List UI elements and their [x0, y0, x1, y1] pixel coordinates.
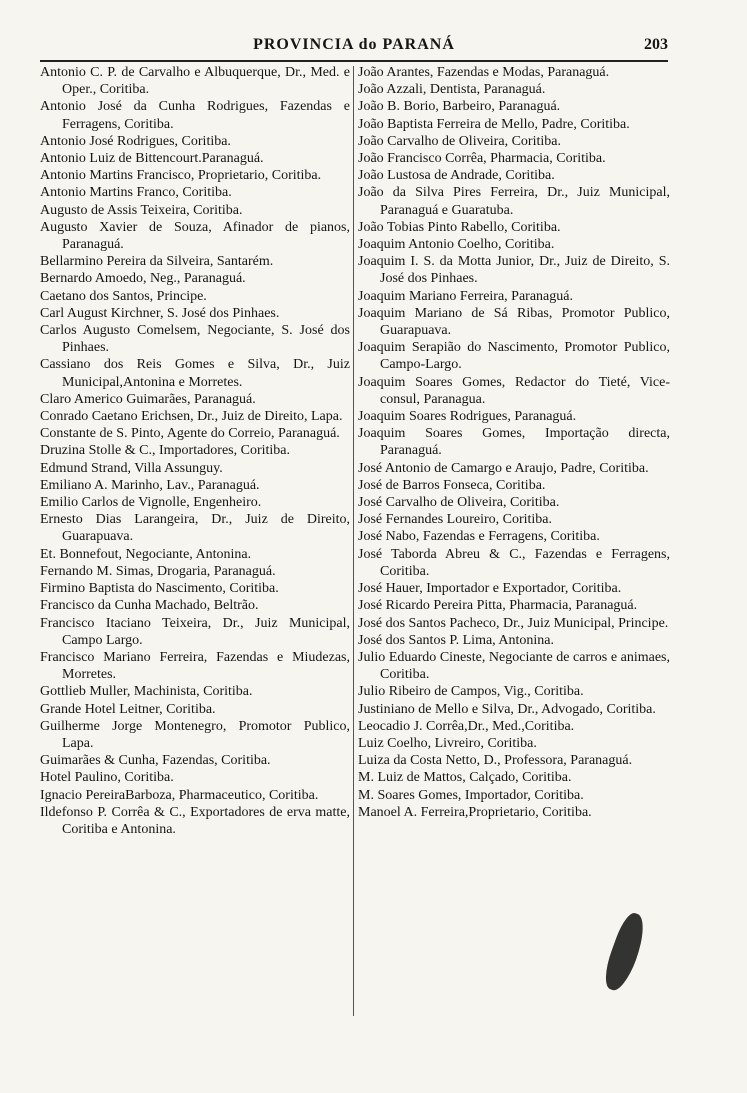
- directory-entry: José Hauer, Importador e Exportador, Coritiba.: [358, 581, 622, 597]
- directory-entry: Guilherme Jorge Montenegro, Promotor Publico, Lapa.: [40, 718, 350, 751]
- directory-entry: Guimarães & Cunha, Fazendas, Coritiba.: [40, 753, 271, 769]
- page-header: [40, 36, 668, 58]
- directory-entry: Luiz Coelho, Livreiro, Coritiba.: [358, 735, 537, 751]
- directory-entry: José Ricardo Pereira Pitta, Pharmacia, Paranaguá.: [358, 598, 638, 614]
- directory-entry: Antonio C. P. de Carvalho e Albuquerque, Dr., Med. e Oper., Coritiba.: [40, 65, 350, 98]
- directory-entry: José Fernandes Loureiro, Coritiba.: [358, 512, 553, 528]
- directory-entry: Joaquim Antonio Coelho, Coritiba.: [358, 237, 555, 253]
- directory-entry: Druzina Stolle & C., Importadores, Coritiba.: [40, 443, 291, 459]
- page-number: 203: [644, 36, 668, 53]
- directory-entry: Antonio Luiz de Bittencourt.Paranaguá.: [40, 151, 264, 167]
- directory-entry: Joaquim Mariano Ferreira, Paranaguá.: [358, 288, 573, 304]
- directory-entry: Joaquim Soares Gomes, Redactor do Tieté, Vice-consul, Paranagua.: [358, 374, 670, 407]
- directory-entry: João Lustosa de Andrade, Coritiba.: [358, 168, 555, 184]
- directory-entry: Francisco da Cunha Machado, Beltrão.: [40, 598, 259, 614]
- directory-entry: Augusto Xavier de Souza, Afinador de pianos, Paranaguá.: [40, 219, 350, 253]
- ink-smudge: [599, 910, 651, 994]
- directory-entry: Ildefonso P. Corrêa & C., Exportadores de erva matte, Coritiba e Antonina.: [40, 804, 350, 837]
- directory-entry: Firmino Baptista do Nascimento, Coritiba.: [40, 581, 279, 597]
- directory-entry: João B. Borio, Barbeiro, Paranaguá.: [358, 99, 561, 115]
- directory-entry: Constante de S. Pinto, Agente do Correio, Paranaguá.: [40, 426, 340, 442]
- directory-entry: Leocadio J. Corrêa,Dr., Med.,Coritiba.: [358, 718, 575, 734]
- directory-entry: Edmund Strand, Villa Assunguy.: [40, 460, 223, 476]
- directory-entry: Francisco Mariano Ferreira, Fazendas e Miudezas, Morretes.: [40, 649, 350, 683]
- directory-entry: José Antonio de Camargo e Araujo, Padre, Coritiba.: [358, 460, 649, 476]
- directory-entry: Fernando M. Simas, Drogaria, Paranaguá.: [40, 563, 276, 579]
- directory-entry: João Arantes, Fazendas e Modas, Paranaguá.: [358, 65, 610, 80]
- directory-entry: Ignacio PereiraBarboza, Pharmaceutico, Coritiba.: [40, 787, 319, 803]
- directory-entry: Joaquim Serapião do Nascimento, Promotor Publico, Campo-Largo.: [358, 340, 670, 373]
- left-column: [40, 64, 350, 838]
- directory-entry: M. Soares Gomes, Importador, Coritiba.: [358, 787, 584, 803]
- directory-entry: Antonio José Rodrigues, Coritiba.: [40, 133, 231, 149]
- directory-entry: Bernardo Amoedo, Neg., Paranaguá.: [40, 271, 246, 287]
- directory-entry: Manoel A. Ferreira,Proprietario, Coritiba.: [358, 804, 592, 820]
- directory-entry: José de Barros Fonseca, Coritiba.: [358, 477, 546, 493]
- directory-entry: Grande Hotel Leitner, Coritiba.: [40, 701, 216, 717]
- directory-entry: Carl August Kirchner, S. José dos Pinhaes.: [40, 305, 280, 321]
- directory-entry: Justiniano de Mello e Silva, Dr., Advogado, Coritiba.: [358, 701, 656, 717]
- directory-entry: João Carvalho de Oliveira, Coritiba.: [358, 133, 561, 149]
- directory-entry: Julio Ribeiro de Campos, Vig., Coritiba.: [358, 684, 584, 700]
- directory-entry: Caetano dos Santos, Principe.: [40, 288, 207, 304]
- directory-entry: Hotel Paulino, Coritiba.: [40, 770, 174, 786]
- directory-entry: João da Silva Pires Ferreira, Dr., Juiz Municipal, Paranaguá e Guaratuba.: [358, 185, 670, 218]
- directory-entry: Gottlieb Muller, Machinista, Coritiba.: [40, 684, 253, 700]
- directory-entry: Emiliano A. Marinho, Lav., Paranaguá.: [40, 477, 260, 493]
- directory-entry: José Nabo, Fazendas e Ferragens, Coritiba.: [358, 529, 600, 545]
- directory-entry: Antonio Martins Franco, Coritiba.: [40, 185, 232, 201]
- directory-entry: Augusto de Assis Teixeira, Coritiba.: [40, 202, 243, 218]
- directory-entry: Emilio Carlos de Vignolle, Engenheiro.: [40, 495, 262, 511]
- directory-entry: Joaquim Soares Gomes, Importação directa, Paranaguá.: [358, 426, 670, 459]
- column-divider: [353, 66, 354, 1016]
- directory-entry: Carlos Augusto Comelsem, Negociante, S. José dos Pinhaes.: [40, 323, 350, 356]
- directory-entry: Antonio José da Cunha Rodrigues, Fazendas e Ferragens, Coritiba.: [40, 99, 350, 132]
- directory-entry: M. Luiz de Mattos, Calçado, Coritiba.: [358, 770, 572, 786]
- directory-entry: Et. Bonnefout, Negociante, Antonina.: [40, 546, 252, 562]
- directory-entry: João Tobias Pinto Rabello, Coritiba.: [358, 219, 561, 235]
- directory-entry: Francisco Itaciano Teixeira, Dr., Juiz Municipal, Campo Largo.: [40, 615, 350, 648]
- directory-entry: Joaquim Mariano de Sá Ribas, Promotor Publico, Guarapuava.: [358, 305, 670, 339]
- directory-entry: Antonio Martins Francisco, Proprietario, Coritiba.: [40, 168, 322, 184]
- directory-entry: José dos Santos Pacheco, Dr., Juiz Municipal, Principe.: [358, 615, 669, 631]
- directory-entry: João Baptista Ferreira de Mello, Padre, Coritiba.: [358, 116, 630, 132]
- directory-entry: João Francisco Corrêa, Pharmacia, Coritiba.: [358, 151, 606, 167]
- directory-entry: Bellarmino Pereira da Silveira, Santarém.: [40, 254, 274, 270]
- directory-entry: José dos Santos P. Lima, Antonina.: [358, 632, 555, 648]
- header-rule: [40, 60, 668, 62]
- directory-entry: Claro Americo Guimarães, Paranaguá.: [40, 391, 256, 407]
- directory-entry: Joaquim Soares Rodrigues, Paranaguá.: [358, 409, 577, 425]
- directory-entry: Joaquim I. S. da Motta Junior, Dr., Juiz de Direito, S. José dos Pinhaes.: [358, 254, 670, 287]
- directory-entry: João Azzali, Dentista, Paranaguá.: [358, 82, 546, 98]
- page-title: PROVINCIA do PARANÁ: [253, 36, 455, 53]
- directory-entry: Ernesto Dias Larangeira, Dr., Juiz de Direito, Guarapuava.: [40, 512, 350, 545]
- directory-entry: José Carvalho de Oliveira, Coritiba.: [358, 495, 560, 511]
- directory-entry: José Taborda Abreu & C., Fazendas e Ferragens, Coritiba.: [358, 546, 670, 579]
- directory-entry: Luiza da Costa Netto, D., Professora, Paranaguá.: [358, 753, 633, 769]
- directory-entry: Conrado Caetano Erichsen, Dr., Juiz de Direito, Lapa.: [40, 409, 343, 425]
- directory-entry: Cassiano dos Reis Gomes e Silva, Dr., Juiz Municipal,Antonina e Morretes.: [40, 357, 350, 390]
- directory-entry: Julio Eduardo Cineste, Negociante de carros e animaes, Coritiba.: [358, 649, 670, 683]
- right-column: [358, 64, 670, 821]
